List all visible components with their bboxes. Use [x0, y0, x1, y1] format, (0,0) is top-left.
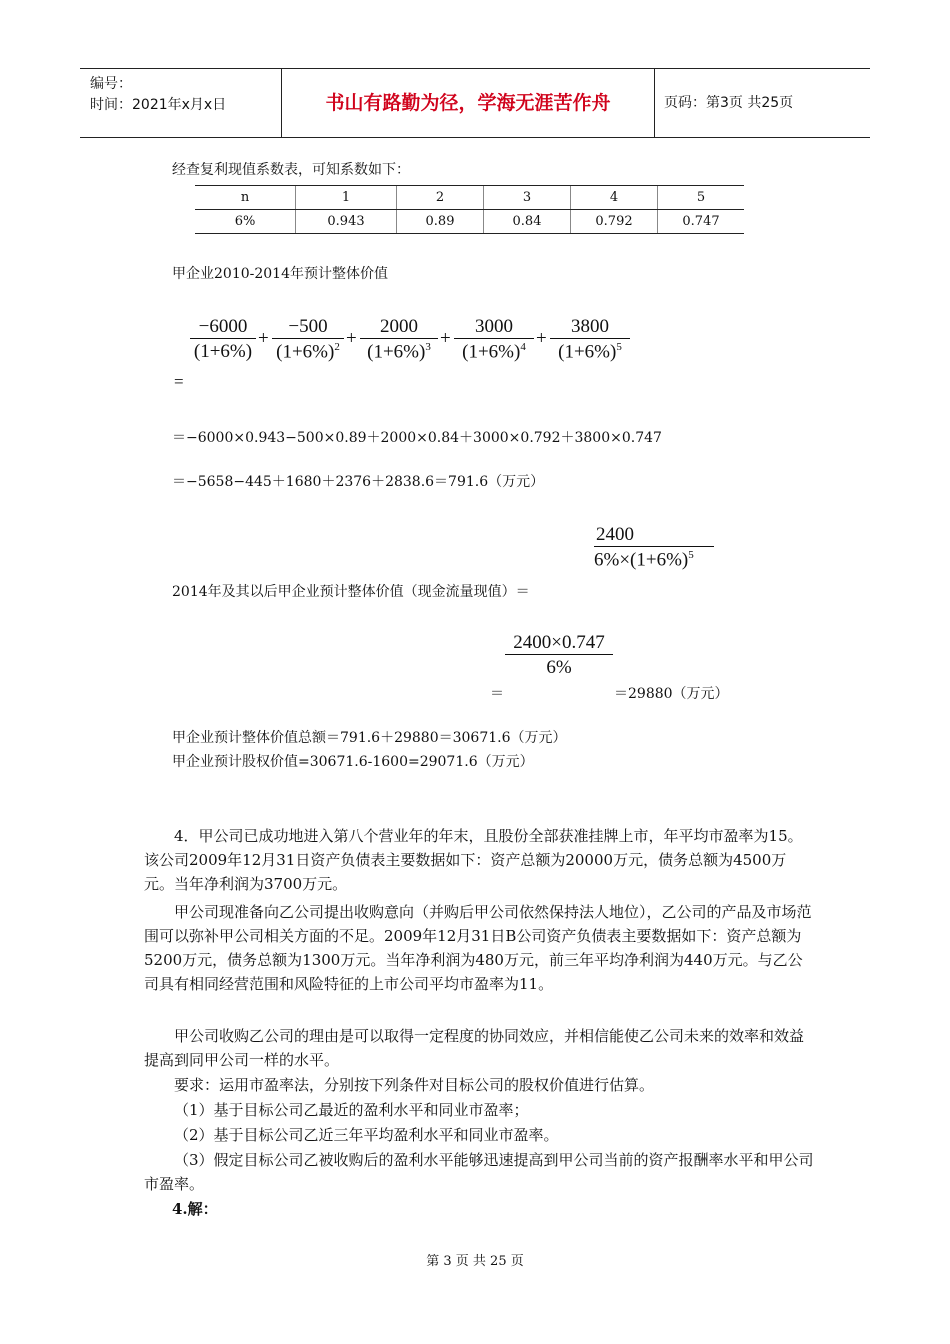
table-cell: 4: [571, 186, 658, 210]
calc-line-6: 甲企业预计整体价值总额＝791.6＋29880＝30671.6（万元）: [172, 730, 567, 746]
fraction-term: [272, 316, 344, 363]
page-header: [80, 68, 870, 138]
table-cell: 3: [484, 186, 571, 210]
table-header-row: [195, 186, 744, 210]
table-cell: 0.792: [571, 210, 658, 234]
table-cell: 0.84: [484, 210, 571, 234]
numerator: 2400×0.747: [513, 632, 605, 653]
section1-title: 甲企业2010-2014年预计整体价值: [172, 266, 388, 282]
den-text: 6%×(1+6%): [594, 549, 689, 571]
table-cell: 2: [397, 186, 484, 210]
coefficient-table: [195, 185, 744, 234]
denominator: [272, 338, 344, 363]
denominator: [190, 338, 256, 363]
requirement-2: （2）基于目标公司乙近三年平均盈利水平和同业市盈率。: [174, 1126, 559, 1144]
requirement-1: （1）基于目标公司乙最近的盈利水平和同业市盈率；: [174, 1101, 529, 1119]
intro-text: 经查复利现值系数表，可知系数如下：: [172, 162, 410, 178]
requirement-3: （3）假定目标公司乙被收购后的盈利水平能够迅速提高到甲公司当前的资产报酬率水平和甲公司市盈率。: [144, 1151, 814, 1193]
den-text: (1+6%): [367, 341, 426, 363]
calc-line-2: ＝−6000×0.943−500×0.89＋2000×0.84＋3000×0.792＋3800×0.747: [172, 430, 662, 446]
numerator: 2000: [380, 316, 418, 337]
calc-line-5-result: ＝29880（万元）: [614, 686, 729, 702]
exponent: 5: [688, 549, 694, 561]
formula-3: [505, 632, 613, 679]
exponent: 3: [425, 341, 431, 353]
numerator: −6000: [198, 316, 248, 337]
plus-sign: +: [440, 328, 451, 349]
equals-sign: ＝: [490, 686, 504, 702]
plus-sign: +: [258, 328, 269, 349]
den-text: (1+6%): [276, 341, 335, 363]
table-cell: 6%: [195, 210, 296, 234]
den-text: (1+6%): [193, 341, 253, 362]
calc-line-4: 2014年及其以后甲企业预计整体价值（现金流量现值）＝: [172, 584, 530, 600]
number-label: 编号：: [90, 76, 132, 92]
table-row: [195, 210, 744, 234]
header-page-info: 页码：第3页 共25页: [664, 95, 794, 111]
fraction-term: [360, 316, 438, 363]
problem-paragraph-1: 4．甲公司已成功地进入第八个营业年的年末，且股份全部获准挂牌上市，年平均市盈率为15。该公司2009年12月31日资产负债表主要数据如下：资产总额为20000万元，债务总额为4500万元。当年净利润为3700万元。: [144, 827, 803, 893]
time-label: 时间：2021年x月x日: [90, 97, 227, 113]
exponent: 5: [616, 341, 622, 353]
formula-1: [190, 316, 650, 376]
plus-sign: +: [346, 328, 357, 349]
denominator: [454, 338, 534, 363]
den-text: (1+6%): [462, 341, 521, 363]
table-cell: 0.943: [296, 210, 397, 234]
fraction-term: [190, 316, 256, 363]
numerator: 3000: [475, 316, 513, 337]
header-motto: 书山有路勤为径，学海无涯苦作舟: [282, 69, 655, 137]
problem-paragraph-2: 甲公司现准备向乙公司提出收购意向（并购后甲公司依然保持法人地位），乙公司的产品及市场范围可以弥补甲公司相关方面的不足。2009年12月31日B公司资产负债表主要数据如下：资产总额为5200万元，债务总额为1300万元。当年净利润为480万元，前三年平均净利润为440万元。与乙公司具有相同经营范围和风险特征的上市公司平均市盈率为11。: [144, 903, 812, 993]
denominator: [360, 338, 438, 363]
den-text: (1+6%): [558, 341, 617, 363]
fraction-term: [550, 316, 630, 363]
denominator: [550, 338, 630, 363]
calc-line-7: 甲企业预计股权价值=30671.6-1600=29071.6（万元）: [172, 754, 534, 770]
table-cell: 0.89: [397, 210, 484, 234]
answer-label: 4.解：: [172, 1200, 218, 1218]
formula-2: [594, 524, 714, 571]
plus-sign: +: [536, 328, 547, 349]
numerator: 2400: [596, 524, 634, 545]
table-cell: 0.747: [658, 210, 745, 234]
numerator: −500: [288, 316, 328, 337]
problem-paragraph-3: 甲公司收购乙公司的理由是可以取得一定程度的协同效应，并相信能使乙公司未来的效率和效益提高到同甲公司一样的水平。: [144, 1027, 805, 1069]
numerator: 3800: [571, 316, 609, 337]
table-cell: 5: [658, 186, 745, 210]
requirement-text: 要求：运用市盈率法，分别按下列条件对目标公司的股权价值进行估算。: [174, 1076, 655, 1094]
equals-sign: =: [174, 372, 184, 391]
denominator: [594, 546, 714, 571]
fraction-term: [454, 316, 534, 363]
denominator: 6%: [505, 654, 613, 679]
calc-line-3: ＝−5658−445＋1680＋2376＋2838.6＝791.6（万元）: [172, 474, 545, 490]
table-cell: n: [195, 186, 296, 210]
table-cell: 1: [296, 186, 397, 210]
exponent: 2: [334, 341, 340, 353]
header-meta: [80, 69, 282, 137]
exponent: 4: [520, 341, 526, 353]
page-footer: 第 3 页 共 25 页: [426, 1254, 524, 1269]
